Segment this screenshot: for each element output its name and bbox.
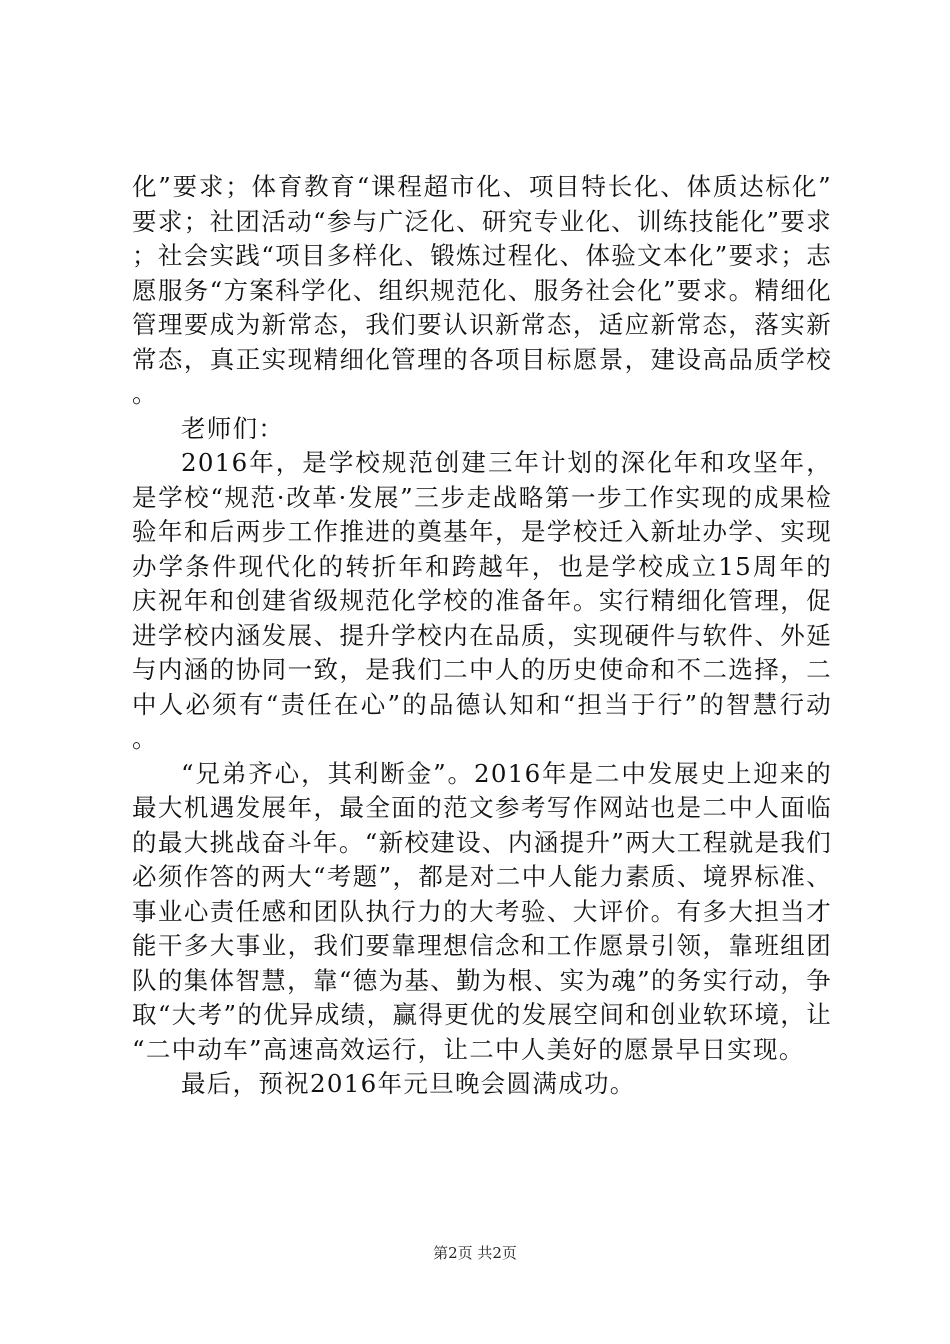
paragraph-continuation: 化”要求；体育教育“课程超市化、项目特长化、体质达标化”要求；社团活动“参与广泛化、研究专业化、训练技能化”要求；社会实践“项目多样化、锻炼过程化、体验文本化”要求；志愿服务“方案科学化、组织规范化、服务社会化”要求。精细化管理要成为新常态，我们要认识新常态，适应新常态，落实新常态，真正实现精细化管理的各项目标愿景，建设高品质学校。	[132, 172, 832, 408]
paragraph-salutation: 老师们：	[181, 413, 285, 443]
paragraph-closing: 最后，预祝2016年元旦晚会圆满成功。	[181, 1069, 636, 1098]
document-body	[132, 170, 832, 1102]
paragraph-2016-goals: 2016年，是学校规范创建三年计划的深化年和攻坚年，是学校“规范·改革·发展”三步走战略第一步工作实现的成果检验年和后两步工作推进的奠基年，是学校迁入新址办学、实现办学条件现代化的转折年和跨越年，也是学校成立15周年的庆祝年和创建省级规范化学校的准备年。实行精细化管理，促进学校内涵发展、提升学校内在品质，实现硬件与软件、外延与内涵的协同一致，是我们二中人的历史使命和不二选择，二中人必须有“责任在心”的品德认知和“担当于行”的智慧行动。	[132, 448, 832, 753]
page-number-footer: 第2页 共2页	[433, 1244, 517, 1262]
paragraph-unity: “兄弟齐心，其利断金”。2016年是二中发展史上迎来的最大机遇发展年，最全面的范文参考写作网站也是二中人面临的最大挑战奋斗年。“新校建设、内涵提升”两大工程就是我们必须作答的两大“考题”，都是对二中人能力素质、境界标准、事业心责任感和团队执行力的大考验、大评价。有多大担当才能干多大事业，我们要靠理想信念和工作愿景引领，靠班组团队的集体智慧，靠“德为基、勤为根、实为魂”的务实行动，争取“大考”的优异成绩，赢得更优的发展空间和创业软环境，让“二中动车”高速高效运行，让二中人美好的愿景早日实现。	[132, 758, 832, 1064]
